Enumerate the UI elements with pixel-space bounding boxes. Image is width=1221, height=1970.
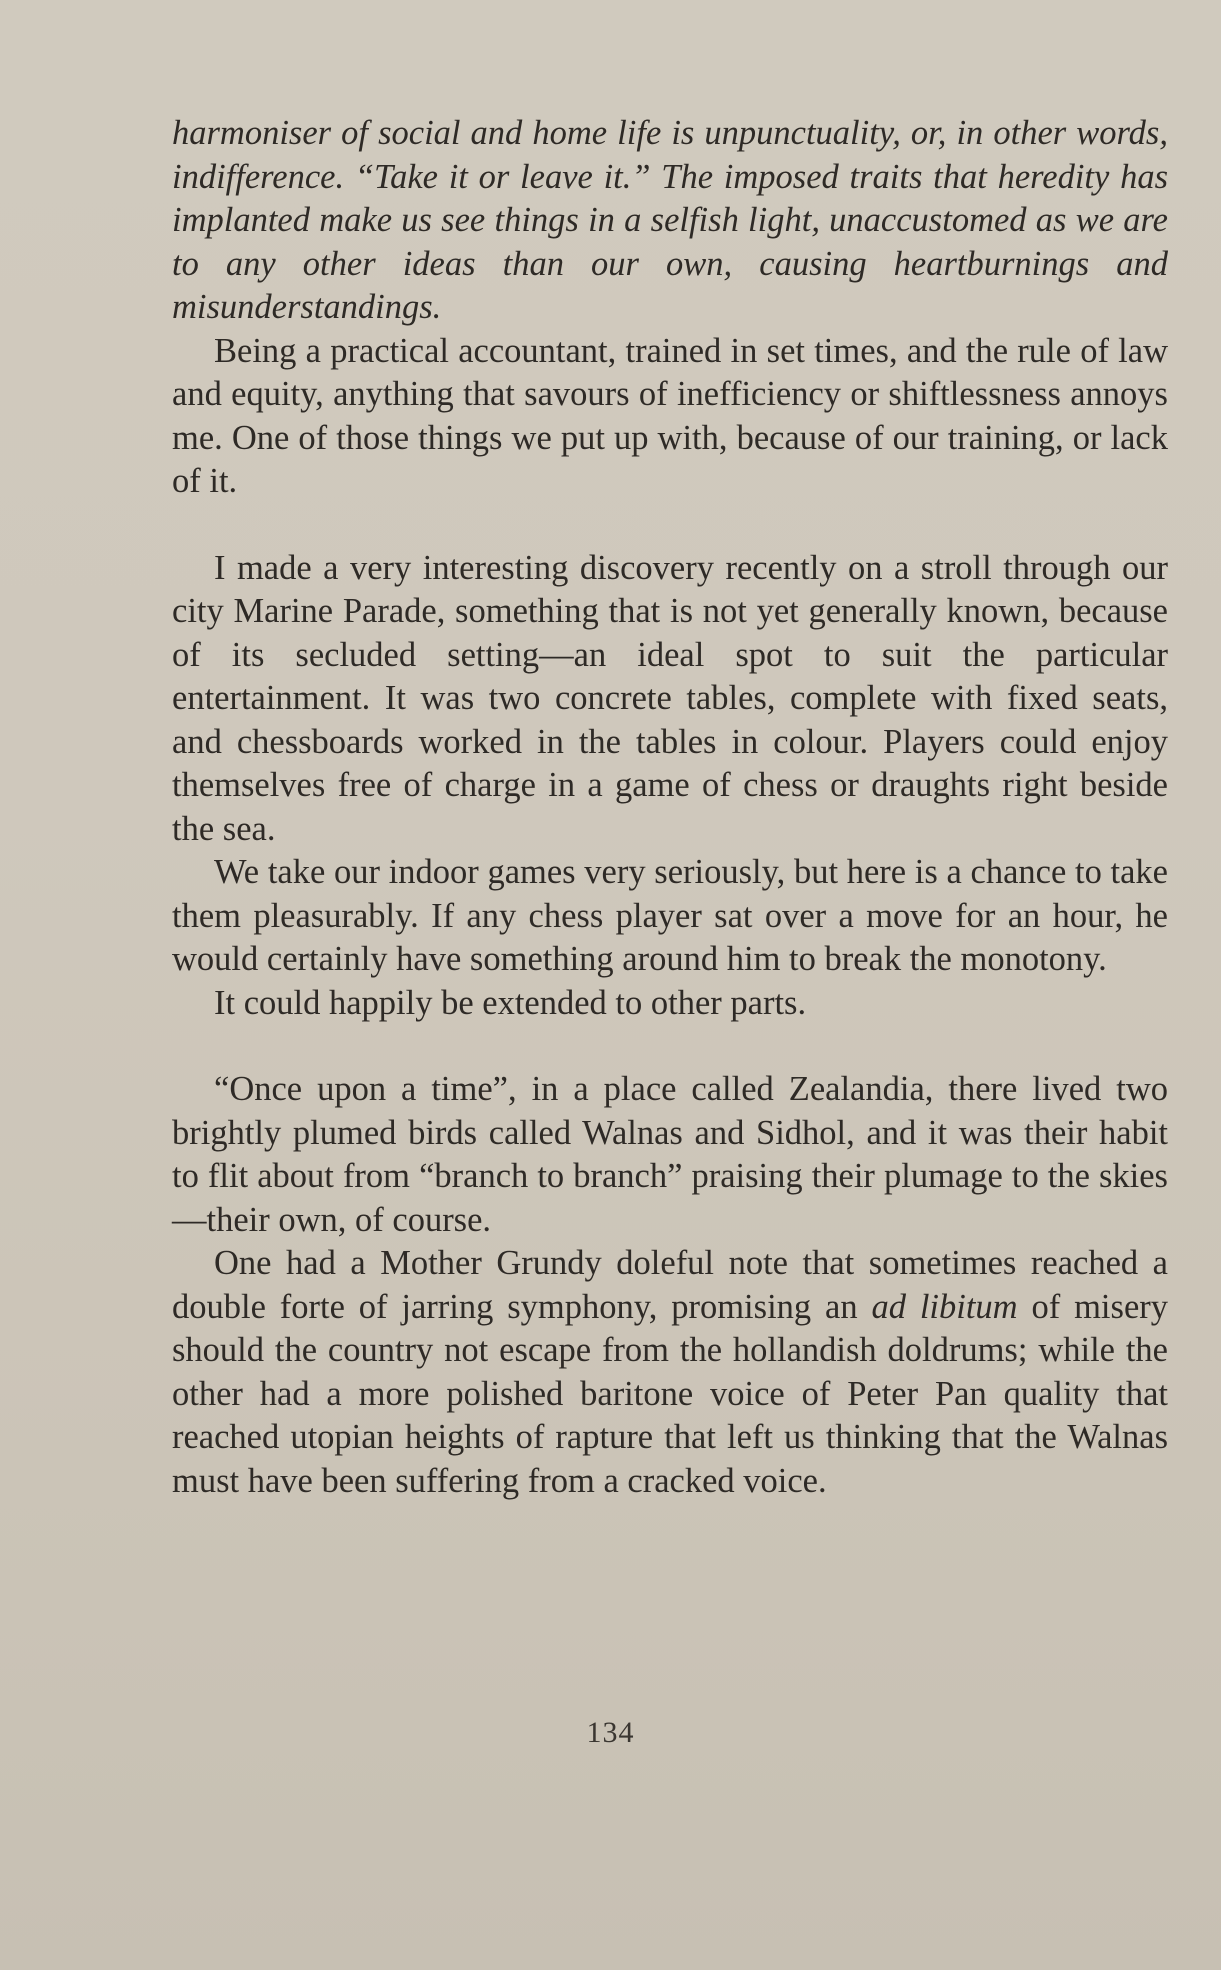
paragraph	[172, 1242, 1168, 1503]
paragraph	[172, 547, 1168, 852]
paragraph-text: We take our indoor games very seriously, but here is a chance to take them pleasurably. If any chess player sat over a move for an hour, he would certainly have something around him to break the monotony.	[172, 853, 1168, 978]
page-number: 134	[586, 1716, 635, 1749]
section-2	[172, 547, 1168, 1026]
section-1	[172, 112, 1168, 504]
paragraph	[172, 112, 1168, 330]
section-3	[172, 1068, 1168, 1503]
paragraph	[172, 982, 1168, 1026]
paragraph	[172, 330, 1168, 504]
paragraph	[172, 1068, 1168, 1242]
paragraph	[172, 851, 1168, 982]
paragraph-text: I made a very interesting discovery recently on a stroll through our city Marine Parade, something that is not yet generally known, because of its secluded setting—an ideal spot to suit the particular entertainment. It was two concrete tables, complete with fixed seats, and chessboards worked in the tables in colour. Players could enjoy themselves free of charge in a game of chess or draughts right beside the sea.	[172, 548, 1168, 848]
body-text	[172, 112, 1168, 1503]
italic-text: harmoniser of social and home life is unpunctuality, or, in other words, indifference. “Take it or leave it.” The imposed traits that heredity has implanted make us see things in a selfish light, unaccustomed as we are to any other ideas than our own, causing heartburnings and misunderstandings.	[172, 114, 1168, 326]
italic-text: ad libitum	[871, 1287, 1018, 1326]
paragraph-text: It could happily be extended to other parts.	[214, 983, 807, 1022]
paragraph-text: of misery should the country not escape from the hollandish doldrums; while the other had a more polished baritone voice of Peter Pan quality that reached utopian heights of rapture that left us thinking that the Walnas must have been suffering from a cracked voice.	[172, 1287, 1168, 1500]
paragraph-text: “Once upon a time”, in a place called Zealandia, there lived two brightly plumed birds called Walnas and Sidhol, and it was their habit to flit about from “branch to branch” praising their plumage to the skies—their own, of course.	[172, 1070, 1168, 1239]
paragraph-text: Being a practical accountant, trained in set times, and the rule of law and equity, anything that savours of inefficiency or shiftlessness annoys me. One of those things we put up with, because of our training, or lack of it.	[172, 331, 1168, 500]
paragraph-text-before: One had a Mother Grundy doleful note that sometimes reached a double forte of jarring symphony, promising an	[172, 1244, 1168, 1326]
